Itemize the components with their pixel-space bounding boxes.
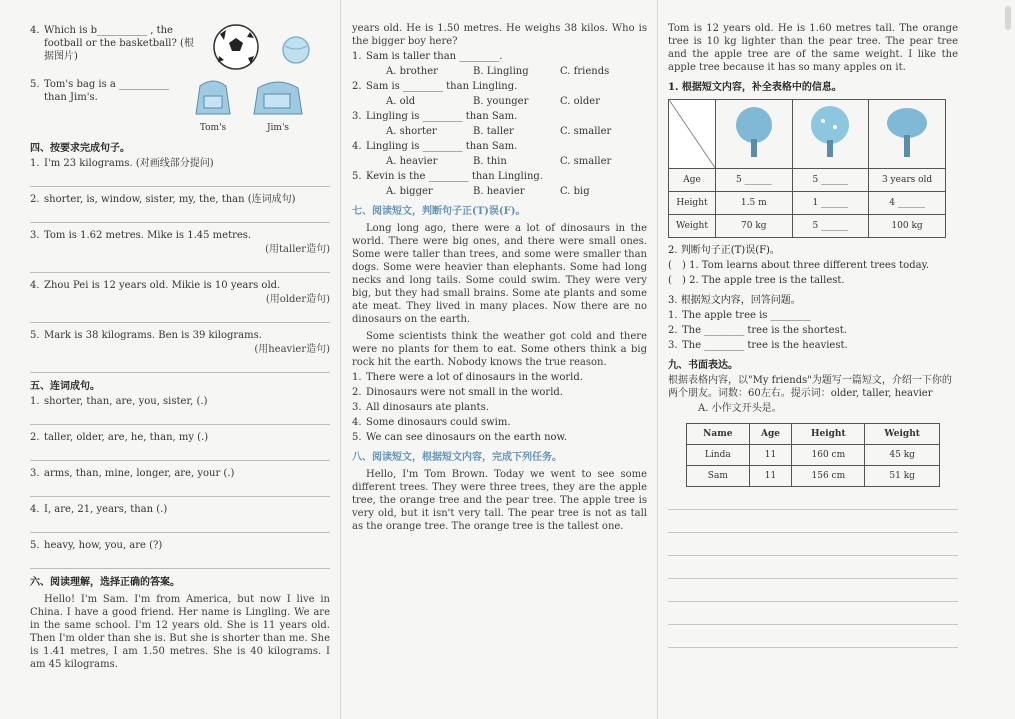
reading-passage: Some scientists think the weather got cold and there were no plants for them to eat. Some others think a big rock hit the earth. Nobody knows the true reason. [352,331,647,368]
sentence-item [30,193,330,206]
table-cell[interactable]: 5 ______ [716,169,793,192]
mc-option[interactable]: A. shorter [386,126,437,137]
mc-options [352,65,647,78]
column-right [668,22,958,648]
item-text: Some dinosaurs could swim. [366,417,511,428]
table-cell[interactable]: 70 kg [716,215,793,238]
answer-item [668,339,958,352]
section-heading: 2. 判断句子正(T)误(F)。 [668,245,780,256]
mc-option[interactable]: B. heavier [473,186,525,197]
question-stem: Lingling is ________ than Sam. [366,111,518,122]
item-number: 1. [30,158,40,169]
question-stem: Lingling is ________ than Sam. [366,141,518,152]
scrollbar[interactable] [1005,6,1011,30]
writing-line[interactable] [668,587,958,602]
item-text: I'm 23 kilograms. (对画线部分提问) [44,158,214,169]
writing-line[interactable] [668,495,958,510]
mc-option[interactable]: C. friends [560,66,610,77]
friends-table [686,423,940,487]
mc-option[interactable]: B. taller [473,126,514,137]
item-text: Zhou Pei is 12 years old. Mikie is 10 years old. [44,280,281,291]
item-number: 4. [352,141,362,152]
item-number: ( [668,275,672,286]
passage-end: years old. He is 1.50 metres. He weighs 38 kilos. Who is the bigger boy here? [352,23,647,47]
reading-passage: Long long ago, there were a lot of dinosaurs in the world. There were big ones, and there were small ones. Some were taller than trees, and some were smaller than dogs. Some were heavier than elephants. Some had long necks and long tails. Some could swim. They were very big, but they had small brains. Some ate plants and some ate meat. They lived in many places. Now there are no dinosaurs on the earth. [352,223,647,325]
tf-item [352,431,647,444]
item-number: 1. [352,51,362,62]
item-number: 4. [352,417,362,428]
item-number: 3. [352,402,362,413]
writing-task: 根据表格内容，以"My friends"为题写一篇短文，介绍一下你的两个朋友。词数：60左右。提示词：older, taller, heavier [668,375,952,399]
column-divider [340,0,341,719]
mc-option[interactable]: A. bigger [386,186,433,197]
mc-option[interactable]: A. brother [386,66,438,77]
answer-line[interactable] [30,209,330,223]
table-cell: Linda [687,445,750,466]
tf-item [668,274,958,287]
answer-line[interactable] [30,309,330,323]
writing-line[interactable] [668,541,958,556]
bag-caption: Jim's [266,123,290,133]
item-number: 5. [30,540,40,551]
column-header: Weight [865,424,940,445]
table-row [669,192,946,215]
mc-question [352,50,647,63]
item-text: taller, older, are, he, than, my (.) [44,432,209,443]
tree-table [668,99,946,238]
table-cell[interactable]: 5 ______ [792,215,869,238]
section-heading: 五、连词成句。 [30,381,100,392]
table-row [669,169,946,192]
tree-image [792,100,869,169]
item-number: ( [668,260,672,271]
writing-hint: A. 小作文开头是。 [698,403,782,414]
word-order-item [30,503,330,516]
question-text: Which is b__________ , the [44,25,173,36]
mc-option[interactable]: C. big [560,186,590,197]
sentence-item [30,279,330,292]
mc-option[interactable]: C. smaller [560,126,612,137]
item-text: heavy, how, you, are (?) [44,540,163,551]
item-number: 3. [30,230,40,241]
sentence-list [30,157,330,373]
item-text: shorter, than, are, you, sister, (.) [44,396,208,407]
item-text: The ________ tree is the shortest. [682,325,847,336]
item-number: 5. [30,330,40,341]
question-text: football or the basketball? (根据图片) [44,38,194,62]
tf-item [352,386,647,399]
mc-option[interactable]: C. smaller [560,156,612,167]
question-text: Tom's bag is a __________ [44,79,170,90]
word-order-list [30,395,330,569]
item-number: 2. [352,387,362,398]
item-number: 4. [30,280,40,291]
item-text: arms, than, mine, longer, are, your (.) [44,468,235,479]
item-number: 1. [668,310,678,321]
true-false-list [668,259,958,287]
tree-image [869,100,946,169]
table-row [687,445,940,466]
item-number: 3. [668,340,678,351]
section-heading: 1. 根据短文内容，补全表格中的信息。 [668,82,842,93]
table-cell: Sam [687,466,750,487]
item-text: shorter, is, window, sister, my, the, than (连词成句) [44,194,296,205]
item-text: All dinosaurs ate plants. [366,402,489,413]
item-hint: (用older造句) [265,294,330,305]
item-text: ) 2. The apple tree is the tallest. [682,275,845,286]
sentence-item [30,329,330,342]
item-text: The ________ tree is the heaviest. [682,340,848,351]
column-header: Name [687,424,750,445]
tree-icon [729,103,779,161]
reading-passage: Hello, I'm Tom Brown. Today we went to see some different trees. They were three trees, they are the apple tree, the orange tree and the pear tree. The apple tree is very old, but it isn't very tall. The pear tree is not as tall as the orange tree. The orange tree is the tallest one. [352,469,647,532]
item-number: 3. [352,111,362,122]
item-text: I, are, 21, years, than (.) [44,504,168,515]
item-number: 5. [352,171,362,182]
section-heading: 八、阅读短文，根据短文内容，完成下列任务。 [352,452,562,463]
true-false-list [352,371,647,444]
answer-item [668,324,958,337]
tree-icon [805,103,855,161]
row-label: Weight [669,215,716,238]
tf-item [352,371,647,384]
item-text: Dinosaurs were not small in the world. [366,387,563,398]
word-order-item [30,395,330,408]
tf-item [352,401,647,414]
section-heading: 六、阅读理解，选择正确的答案。 [30,577,180,588]
answer-line[interactable] [30,259,330,273]
writing-line[interactable] [668,610,958,625]
reading-passage: Hello! I'm Sam. I'm from America, but now I live in China. I have a good friend. Her name is Lingling. We are in the same school. I'm 12 years old. She is 11 years old. Then I'm older than she is. But she is shorter than me. She is 1.41 metres, I am 1.50 metres. She is 40 kilograms. I am 45 kilograms. [30,594,330,670]
mc-options [352,95,647,108]
item-text: There were a lot of dinosaurs in the world. [366,372,583,383]
column-header: Height [792,424,865,445]
question-stem: Sam is ________ than Lingling. [366,81,518,92]
mc-option[interactable]: A. heavier [386,156,438,167]
item-number: 2. [30,432,40,443]
question-stem: Sam is taller than ________. [366,51,503,62]
answer-list [668,309,958,352]
item-number: 2. [668,325,678,336]
writing-lines [668,495,958,648]
answer-line[interactable] [30,519,330,533]
answer-line[interactable] [30,173,330,187]
item-hint: (用heavier造句) [254,344,330,355]
table-row [687,466,940,487]
tree-icon [882,103,932,161]
item-number: 2. [352,81,362,92]
answer-line[interactable] [30,447,330,461]
mc-option[interactable]: C. older [560,96,600,107]
answer-line[interactable] [30,411,330,425]
column-divider [657,0,658,719]
question-4: 4. Which is b__________ , the football or the basketball? (根据图片) [30,22,330,72]
mc-question [352,170,647,183]
tree-image [716,100,793,169]
table-row [669,215,946,238]
writing-line[interactable] [668,518,958,533]
column-left [30,22,330,671]
item-hint: (用taller造句) [265,244,330,255]
mc-option[interactable]: B. thin [473,156,507,167]
section-heading: 四、按要求完成句子。 [30,143,130,154]
tf-item [352,416,647,429]
item-text: The apple tree is ________ [682,310,811,321]
mc-option[interactable]: B. Lingling [473,66,529,77]
backpack-icon [250,76,306,118]
multiple-choice-list [352,50,647,198]
row-label: Age [669,169,716,192]
sentence-item [30,157,330,170]
question-stem: Kevin is the ________ than Lingling. [366,171,543,182]
ball-icon [280,34,312,66]
question-text: than Jim's. [44,92,98,103]
table-cell: 11 [749,466,792,487]
section-heading: 七、阅读短文，判断句子正(T)误(F)。 [352,206,526,217]
table-cell: 45 kg [865,445,940,466]
sentence-item [30,229,330,242]
table-cell[interactable]: 3 years old [869,169,946,192]
table-cell[interactable]: 1.5 m [716,192,793,215]
row-label: Height [669,192,716,215]
backpack-icon [190,76,236,118]
column-middle [352,22,647,533]
mc-question [352,140,647,153]
answer-item [668,309,958,322]
writing-line[interactable] [668,564,958,579]
item-text: ) 1. Tom learns about three different trees today. [682,260,930,271]
passage-end: Tom is 12 years old. He is 1.60 metres tall. The orange tree is 10 kg lighter than the pear tree. The pear tree and the apple tree are of the same weight. I like the apple tree because it has so many apples on it. [668,23,958,73]
word-order-item [30,431,330,444]
table-cell[interactable]: 1 ______ [792,192,869,215]
mc-option[interactable]: A. old [386,96,416,107]
table-cell: 156 cm [792,466,865,487]
question-5: 5. Tom's bag is a __________ than Jim's. Tom's Jim's [30,76,330,135]
item-number: 1. [352,372,362,383]
answer-line[interactable] [30,483,330,497]
table-cell[interactable]: 4 ______ [869,192,946,215]
tf-item [668,259,958,272]
answer-line[interactable] [30,555,330,569]
bag-caption: Tom's [199,123,227,133]
table-cell: 160 cm [792,445,865,466]
item-number: 2. [30,194,40,205]
mc-options [352,185,647,198]
table-cell[interactable]: 100 kg [869,215,946,238]
mc-question [352,110,647,123]
item-number: 3. [30,468,40,479]
section-heading: 九、书面表达。 [668,360,738,371]
item-text: Tom is 1.62 metres. Mike is 1.45 metres. [44,230,252,241]
word-order-item [30,539,330,552]
item-text: We can see dinosaurs on the earth now. [366,432,568,443]
writing-line[interactable] [668,633,958,648]
item-number: 4. [30,504,40,515]
table-cell: 11 [749,445,792,466]
table-cell[interactable]: 5 ______ [792,169,869,192]
table-cell: 51 kg [865,466,940,487]
mc-question [352,80,647,93]
item-number: 5. [352,432,362,443]
mc-options [352,125,647,138]
football-icon [210,22,270,72]
word-order-item [30,467,330,480]
answer-line[interactable] [30,359,330,373]
item-text: Mark is 38 kilograms. Ben is 39 kilograms. [44,330,262,341]
mc-option[interactable]: B. younger [473,96,529,107]
column-header: Age [749,424,792,445]
table-corner [669,100,716,169]
item-number: 1. [30,396,40,407]
mc-options [352,155,647,168]
section-heading: 3. 根据短文内容，回答问题。 [668,295,801,306]
